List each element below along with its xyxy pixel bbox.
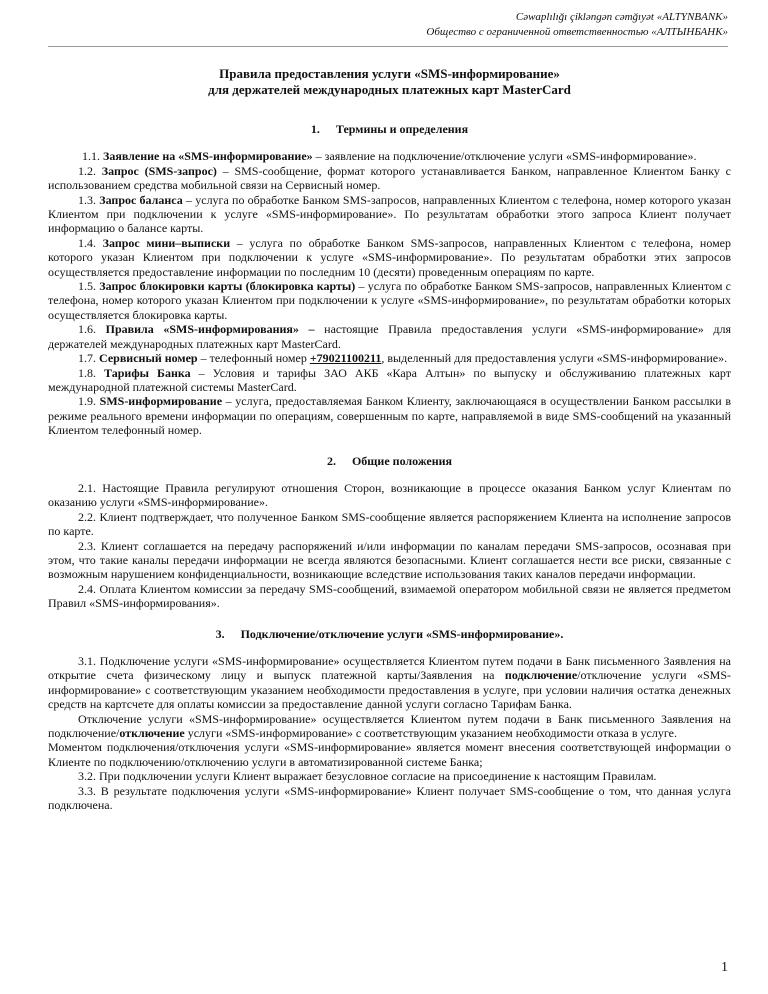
term: Тарифы Банка — [104, 365, 191, 380]
section-number: 1. — [310, 122, 320, 136]
paragraph-1-6: 1.6. Правила «SMS-информирования» – настоящие Правила предоставления услуги «SMS-информирование» для держателей международных платежных карт MasterCard. — [48, 322, 731, 351]
term: Запрос баланса — [99, 192, 183, 207]
paragraph-2-2: 2.2. Клиент подтверждает, что полученное Банком SMS-сообщение является распоряжением Клиента на исполнение запросов по карте. — [48, 509, 731, 539]
section-heading-3 — [48, 627, 731, 641]
paragraph-1-9: 1.9. SMS-информирование – услуга, предоставляемая Банком Клиенту, заключающаяся в осуществлении Банком рассылки в режиме реального времени информации по операциям, совершенным по карте, направляемой в виде SMS-сообщений на указанный Клиентом телефонный номер. — [48, 394, 731, 438]
emphasis-connect: подключение — [504, 668, 578, 683]
paragraph-3-2: 3.2. При подключении услуги Клиент выражает безусловное согласие на присоединение к настоящим Правилам. — [78, 769, 657, 784]
paragraph-1-5: 1.5. Запрос блокировки карты (блокировка карты) – услуга по обработке Банком SMS-запросов, направленных Клиентом с телефона, номер которого указан Клиентом при подключении к услуге «SMS-информирование», по результатам обработки которых осуществляется блокировка карты. — [48, 279, 732, 322]
title-line-2: для держателей международных платежных карт MasterCard — [208, 82, 571, 97]
term: Правила «SMS-информирования» – — [105, 322, 315, 337]
section-heading-2 — [48, 454, 731, 468]
document-title — [48, 66, 731, 98]
header-line-russian: Общество с ограниченной ответственностью «АЛТЫНБАНК» — [426, 26, 728, 38]
paragraph-3-1-disconnect: Отключение услуги «SMS-информирование» осуществляется Клиентом путем подачи в Банк письменного Заявления на подключение/отключение услуги «SMS-информирование» с соответствующим указанием необходимости отказа в услуге. — [48, 711, 731, 741]
paragraph-1-8: 1.8. Тарифы Банка – Условия и тарифы ЗАО АКБ «Кара Алтын» по выпуску и обслуживанию платежных карт международной платежной системы MasterCard. — [48, 365, 731, 394]
header-line-tatar: Cəwaplılığı çiklәngәn cәmğıyәt «ALTYNBANK» — [515, 11, 728, 23]
section-title: Общие положения — [351, 453, 453, 468]
paragraph-2-1: 2.1. Настоящие Правила регулируют отношения Сторон, возникающие в процессе оказания Банком услуг Клиентам по оказанию услуги «SMS-информирование». — [48, 480, 731, 510]
term: Запрос блокировки карты (блокировка карты) — [99, 279, 356, 294]
section-title: Термины и определения — [335, 122, 469, 136]
paragraph-3-3: 3.3. В результате подключения услуги «SMS-информирование» Клиент получает SMS-сообщение о том, что данная услуга подключена. — [48, 783, 731, 813]
page-number: 1 — [721, 960, 728, 975]
paragraph-1-1: 1.1. Заявление на «SMS-информирование» – заявление на подключение/отключение услуги «SMS-информирование». — [82, 149, 697, 164]
emphasis-disconnect: отключение — [119, 726, 185, 741]
section-number: 2. — [326, 453, 336, 468]
term: Запрос (SMS-запрос) — [101, 163, 217, 178]
document-body — [48, 66, 731, 812]
section-heading-1 — [48, 122, 731, 136]
paragraph-3-1: 3.1. Подключение услуги «SMS-информирование» осуществляется Клиентом путем подачи в Банк письменного Заявления на открытие счета физическому лицу и выпуск платежной карты/Заявления на подключение/отключение услуги «SMS-информирование» с соответствующим указанием необходимости предоставления в услуге, при условии наличия остатка денежных средств на картсчете для оплаты комиссии за предоставление данной услуги согласно Тарифам Банка. — [48, 654, 731, 712]
paragraph-1-2: 1.2. Запрос (SMS-запрос) – SMS-сообщение, формат которого устанавливается Банком, направленное Клиентом Банку с использованием средства мобильной связи на Сервисный номер. — [48, 163, 731, 193]
paragraph-1-4: 1.4. Запрос мини–выписки – услуга по обработке Банком SMS-запросов, направленных Клиентом с телефона, номер которого указан Клиентом при подключении к услуге «SMS-информирование». По результатам обработки этих запросов осуществляется предоставление информации по последним 10 (десяти) проведенным операциям по карте. — [48, 235, 732, 279]
paragraph-1-7: 1.7. Сервисный номер – телефонный номер +79021100211, выделенный для предоставления услуги «SMS-информирование». — [78, 351, 728, 366]
paragraph-1-3: 1.3. Запрос баланса – услуга по обработке Банком SMS-запросов, направленных Клиентом с телефона, номер которого указан Клиентом при подключении к услуге «SMS-информирование». По результатам обработки этого запроса Клиент получает информацию о балансе карты. — [48, 192, 731, 236]
header-divider — [48, 46, 728, 47]
paragraph-3-1-moment: Моментом подключения/отключения услуги «SMS-информирование» является момент внесения соответствующей информации о Клиенте по подключению/отключению услуги в автоматизированной системе Банка; — [48, 740, 731, 769]
bank-header — [426, 10, 728, 40]
term: Запрос мини–выписки — [102, 235, 231, 250]
section-number: 3. — [215, 626, 225, 641]
term: SMS-информирование — [99, 394, 223, 409]
service-phone-number: +79021100211 — [309, 351, 382, 366]
term: Заявление на «SMS-информирование» — [103, 149, 313, 164]
paragraph-2-4: 2.4. Оплата Клиентом комиссии за передачу SMS-сообщений, взимаемой оператором мобильной связи не является предметом Правил «SMS-информирования». — [48, 581, 731, 611]
title-line-1: Правила предоставления услуги «SMS-информирование» — [219, 66, 560, 81]
term: Сервисный номер — [99, 351, 198, 366]
paragraph-2-3: 2.3. Клиент соглашается на передачу распоряжений и/или информации по каналам передачи SMS-запросов, осознавая при этом, что такие каналы передачи информации не всегда являются безопасными. Клиент соглашается нести все риски, связанные с возможным нарушением конфиденциальности, возникающие вследствие использования таких каналов передачи информации. — [48, 538, 731, 582]
section-title: Подключение/отключение услуги «SMS-информирование». — [240, 626, 564, 641]
